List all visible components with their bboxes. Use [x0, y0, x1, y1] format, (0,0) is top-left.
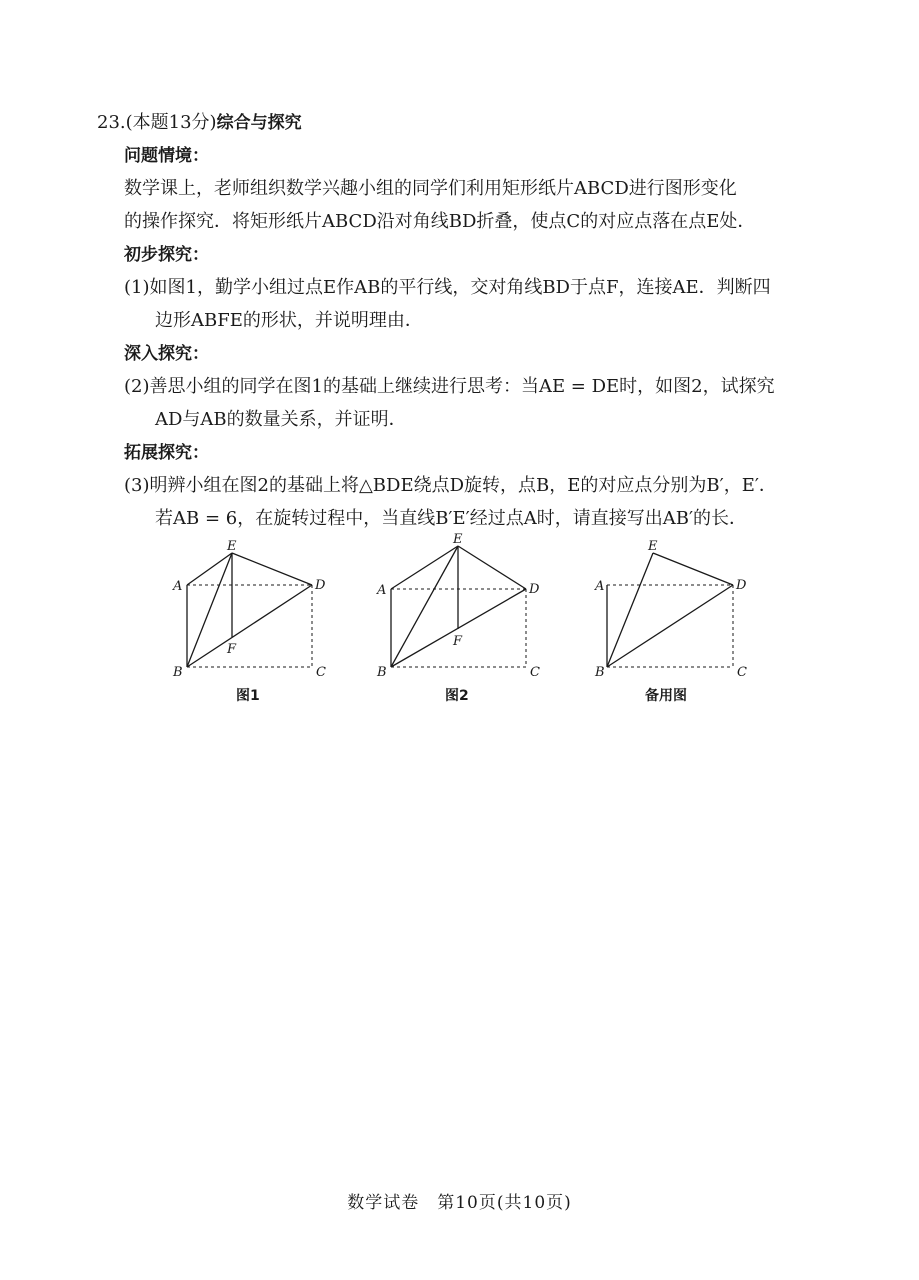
fig2-caption: 图2	[445, 688, 469, 704]
figures-row	[160, 530, 780, 730]
fig2-label-D: D	[529, 582, 540, 597]
fig3-label-C: C	[737, 665, 747, 680]
question-1-line-1: (1)如图1，勤学小组过点E作AB的平行线，交对角线BD于点F，连接AE．判断四	[124, 277, 771, 298]
fig2-label-F: F	[453, 634, 463, 649]
context-text-line-2: 的操作探究．将矩形纸片ABCD沿对角线BD折叠，使点C的对应点落在点E处．	[124, 211, 756, 232]
fig2-label-A: A	[377, 583, 387, 598]
section-heading-initial: 初步探究：	[124, 245, 209, 265]
section-heading-deep: 深入探究：	[124, 344, 209, 364]
fig3-label-D: D	[736, 578, 747, 593]
geometry-figures	[160, 530, 780, 730]
question-number: 23.(本题13分)	[97, 112, 217, 133]
section-heading-context: 问题情境：	[124, 146, 209, 166]
fig1-label-C: C	[316, 665, 326, 680]
fig3-segment-BE	[607, 553, 653, 667]
figure-spare	[594, 539, 747, 704]
figure-1	[172, 539, 326, 704]
fig1-label-E: E	[227, 539, 237, 554]
fig1-label-A: A	[173, 579, 183, 594]
fig1-label-D: D	[315, 578, 326, 593]
fig2-label-B: B	[377, 665, 387, 680]
fig1-segment-BE	[187, 553, 232, 667]
fig3-label-A: A	[595, 579, 605, 594]
figure-2	[376, 532, 540, 704]
question-2-line-1: (2)善思小组的同学在图1的基础上继续进行思考：当AE = DE时，如图2，试探究	[124, 376, 775, 397]
section-heading-extend: 拓展探究：	[124, 443, 209, 463]
fig3-caption: 备用图	[645, 688, 687, 704]
question-title: 综合与探究	[216, 113, 302, 133]
fig3-segment-BD	[607, 585, 733, 667]
fig3-segment-ED	[653, 553, 733, 585]
fig1-segment-BD	[187, 585, 312, 667]
question-1-line-2: 边形ABFE的形状，并说明理由．	[155, 310, 423, 331]
question-header	[97, 112, 302, 134]
fig2-segment-AE	[391, 546, 458, 589]
fig3-label-B: B	[595, 665, 605, 680]
fig1-label-B: B	[173, 665, 183, 680]
fig3-label-E: E	[648, 539, 658, 554]
fig2-label-C: C	[530, 665, 540, 680]
page-footer: 数学试卷 第10页(共10页)	[347, 1193, 572, 1213]
fig2-label-E: E	[453, 532, 463, 547]
fig1-label-F: F	[227, 642, 237, 657]
fig1-segment-ED	[232, 553, 312, 585]
fig2-segment-ED	[458, 546, 526, 589]
question-3-line-2: 若AB = 6，在旋转过程中，当直线B′E′经过点A时，请直接写出AB′的长．	[155, 508, 748, 529]
context-text-line-1: 数学课上，老师组织数学兴趣小组的同学们利用矩形纸片ABCD进行图形变化	[124, 178, 737, 199]
fig2-segment-BE	[391, 546, 458, 667]
question-3-line-1: (3)明辨小组在图2的基础上将△BDE绕点D旋转，点B，E的对应点分别为B′，E′．	[124, 475, 777, 496]
fig1-caption: 图1	[236, 688, 260, 704]
question-2-line-2: AD与AB的数量关系，并证明．	[155, 409, 407, 430]
